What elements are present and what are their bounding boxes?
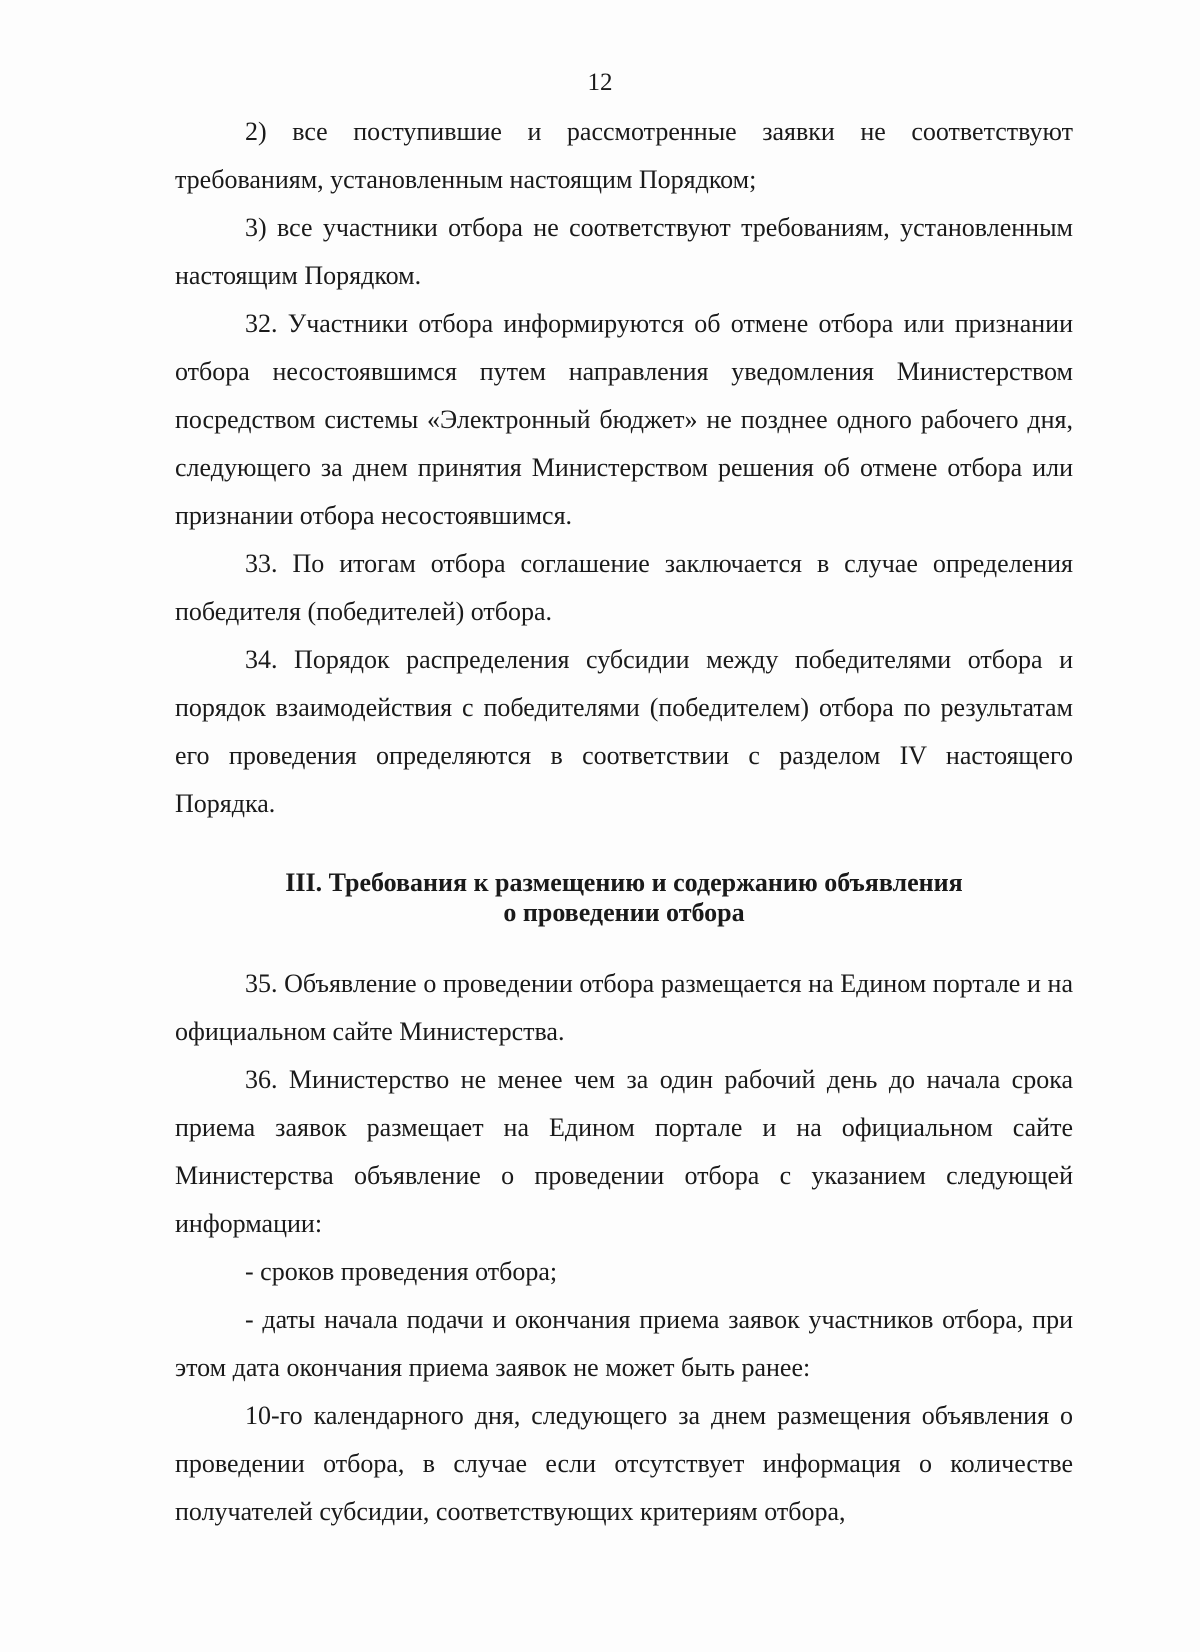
paragraph-36: 36. Министерство не менее чем за один рабочий день до начала срока приема заявок размещает на Едином портале и на официальном сайте Министерства объявление о проведении отбора с указанием следующей информации: bbox=[175, 1065, 1073, 1238]
page-number: 12 bbox=[587, 69, 613, 96]
paragraph-32: 32. Участники отбора информируются об отмене отбора или признании отбора несостоявшимся путем направления уведомления Министерством посредством системы «Электронный бюджет» не позднее одного рабочего дня, следующего за днем принятия Министерством решения об отмене отбора или признании отбора несостоявшимся. bbox=[175, 309, 1073, 530]
section-heading-line-2: о проведении отбора bbox=[503, 898, 745, 927]
section-heading bbox=[175, 868, 1073, 928]
document-body bbox=[175, 108, 1073, 1536]
paragraph-item-3: 3) все участники отбора не соответствуют требованиям, установленным настоящим Порядком. bbox=[175, 213, 1073, 290]
list-item-deadlines: - сроков проведения отбора; bbox=[245, 1257, 558, 1286]
list-item-dates: - даты начала подачи и окончания приема заявок участников отбора, при этом дата окончания приема заявок не может быть ранее: bbox=[175, 1305, 1073, 1382]
paragraph-item-2: 2) все поступившие и рассмотренные заявки не соответствуют требованиям, установленным настоящим Порядком; bbox=[175, 117, 1073, 194]
section-heading-line-1: III. Требования к размещению и содержанию объявления bbox=[285, 868, 963, 897]
paragraph-10th-day: 10-го календарного дня, следующего за днем размещения объявления о проведении отбора, в случае если отсутствует информация о количестве получателей субсидии, соответствующих критериям отбора, bbox=[175, 1401, 1073, 1526]
paragraph-35: 35. Объявление о проведении отбора размещается на Едином портале и на официальном сайте Министерства. bbox=[175, 969, 1073, 1046]
paragraph-34: 34. Порядок распределения субсидии между победителями отбора и порядок взаимодействия с победителями (победителем) отбора по результатам его проведения определяются в соответствии с разделом IV настоящего Порядка. bbox=[175, 645, 1073, 818]
paragraph-33: 33. По итогам отбора соглашение заключается в случае определения победителя (победителей) отбора. bbox=[175, 549, 1073, 626]
